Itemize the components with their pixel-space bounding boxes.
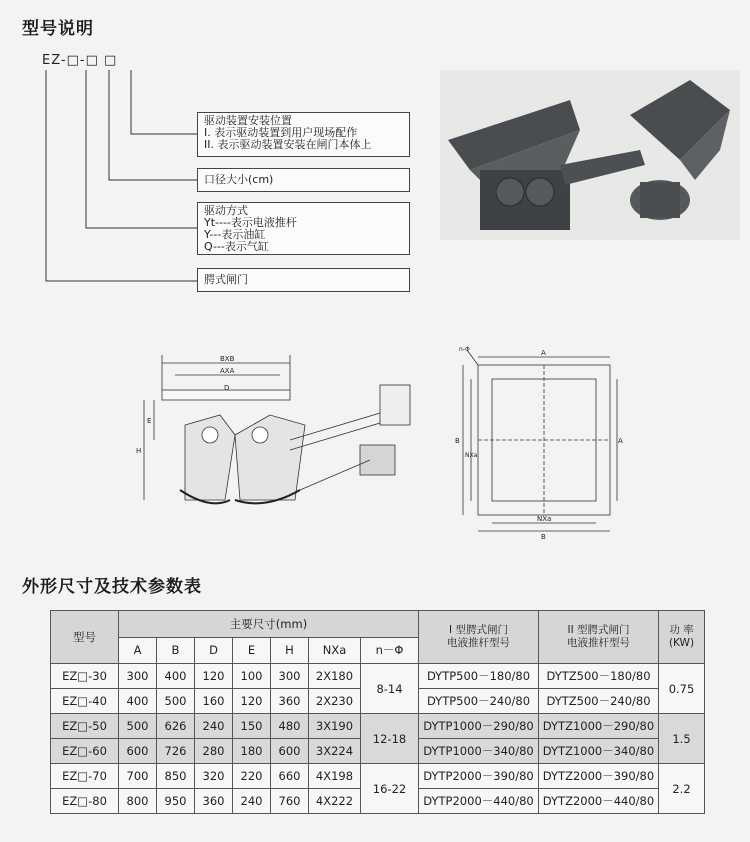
plan-b-left-label: B bbox=[455, 437, 460, 445]
header-model: 型号 bbox=[51, 611, 119, 664]
drive-position-line-2: II. 表示驱动装置安装在闸门本体上 bbox=[204, 138, 372, 151]
dim-d-label: D bbox=[224, 384, 230, 392]
table-row bbox=[51, 714, 705, 739]
plan-a-top-label: A bbox=[541, 349, 546, 357]
cell-power: 2.2 bbox=[659, 764, 705, 814]
cell-h: 360 bbox=[271, 689, 309, 714]
cell-type1: DYTP2000－440/80 bbox=[419, 789, 539, 814]
model-code-dash: - bbox=[79, 53, 86, 68]
cell-d: 120 bbox=[195, 664, 233, 689]
plan-view-drawing bbox=[445, 345, 625, 540]
cell-type1: DYTP1000－290/80 bbox=[419, 714, 539, 739]
header-type2-line1: II 型腭式闸门 bbox=[567, 624, 630, 636]
model-explanation-title: 型号说明 bbox=[22, 19, 94, 39]
col-nxa: NXa bbox=[309, 637, 361, 664]
cell-d: 320 bbox=[195, 764, 233, 789]
cell-a: 400 bbox=[119, 689, 157, 714]
cell-model: EZ□-50 bbox=[51, 714, 119, 739]
cell-e: 240 bbox=[233, 789, 271, 814]
spec-table-title: 外形尺寸及技术参数表 bbox=[22, 577, 202, 597]
header-type1-line1: I 型腭式闸门 bbox=[449, 624, 508, 636]
cell-h: 480 bbox=[271, 714, 309, 739]
cell-b: 726 bbox=[157, 739, 195, 764]
cell-e: 180 bbox=[233, 739, 271, 764]
cell-e: 120 bbox=[233, 689, 271, 714]
dim-bxb-label: BXB bbox=[220, 355, 235, 363]
header-type1-line2: 电液推杆型号 bbox=[447, 637, 510, 649]
table-row bbox=[51, 764, 705, 789]
plan-nxa-bottom-label: NXa bbox=[537, 515, 552, 523]
cell-holes: 16-22 bbox=[361, 764, 419, 814]
cell-a: 300 bbox=[119, 664, 157, 689]
cell-a: 700 bbox=[119, 764, 157, 789]
model-code-box-1: □ bbox=[66, 53, 80, 68]
cell-holes: 8-14 bbox=[361, 664, 419, 714]
diameter-title: 口径大小(cm) bbox=[204, 173, 274, 186]
model-code-box-3: □ bbox=[104, 53, 118, 68]
cell-model: EZ□-60 bbox=[51, 739, 119, 764]
cell-type2: DYTZ500－180/80 bbox=[539, 664, 659, 689]
cell-model: EZ□-40 bbox=[51, 689, 119, 714]
cell-type2: DYTZ2000－440/80 bbox=[539, 789, 659, 814]
col-a: A bbox=[119, 637, 157, 664]
cell-d: 280 bbox=[195, 739, 233, 764]
cell-model: EZ□-70 bbox=[51, 764, 119, 789]
cell-model: EZ□-80 bbox=[51, 789, 119, 814]
cell-b: 850 bbox=[157, 764, 195, 789]
cell-d: 360 bbox=[195, 789, 233, 814]
box-jaw-gate bbox=[197, 268, 410, 292]
plan-b-bottom-label: B bbox=[541, 533, 546, 540]
cell-type1: DYTP2000－390/80 bbox=[419, 764, 539, 789]
cell-h: 660 bbox=[271, 764, 309, 789]
cell-e: 150 bbox=[233, 714, 271, 739]
box-diameter bbox=[197, 168, 410, 192]
cell-type1: DYTP500－180/80 bbox=[419, 664, 539, 689]
model-code-prefix: EZ- bbox=[42, 53, 67, 68]
cell-power: 1.5 bbox=[659, 714, 705, 764]
box-drive-position bbox=[197, 112, 410, 157]
cell-holes: 12-18 bbox=[361, 714, 419, 764]
cell-type2: DYTZ1000－290/80 bbox=[539, 714, 659, 739]
drive-mode-title: 驱动方式 bbox=[204, 204, 248, 217]
product-photo bbox=[440, 70, 740, 240]
dim-axa-label: AXA bbox=[220, 367, 235, 375]
col-holes: n－Φ bbox=[361, 637, 419, 664]
drive-mode-line-1: Yt----表示电液推杆 bbox=[204, 216, 297, 229]
drive-position-line-1: I. 表示驱动装置到用户现场配作 bbox=[204, 126, 358, 139]
col-d: D bbox=[195, 637, 233, 664]
cell-e: 100 bbox=[233, 664, 271, 689]
header-type1 bbox=[419, 611, 539, 664]
drive-mode-line-2: Y---表示油缸 bbox=[204, 228, 266, 241]
cell-nxa: 2X180 bbox=[309, 664, 361, 689]
cell-d: 160 bbox=[195, 689, 233, 714]
cell-a: 500 bbox=[119, 714, 157, 739]
cell-nxa: 4X198 bbox=[309, 764, 361, 789]
side-view-drawing bbox=[130, 350, 430, 535]
cell-h: 600 bbox=[271, 739, 309, 764]
table-row bbox=[51, 664, 705, 689]
drive-mode-line-3: Q---表示气缸 bbox=[204, 240, 269, 253]
cell-nxa: 3X224 bbox=[309, 739, 361, 764]
jaw-gate-title: 腭式闸门 bbox=[204, 273, 248, 286]
cell-a: 800 bbox=[119, 789, 157, 814]
cell-b: 400 bbox=[157, 664, 195, 689]
plan-holes-label: n-Φ bbox=[459, 346, 470, 353]
col-e: E bbox=[233, 637, 271, 664]
cell-type2: DYTZ2000－390/80 bbox=[539, 764, 659, 789]
header-type2 bbox=[539, 611, 659, 664]
col-b: B bbox=[157, 637, 195, 664]
cell-type1: DYTP500－240/80 bbox=[419, 689, 539, 714]
header-main-dimensions: 主要尺寸(mm) bbox=[119, 611, 419, 638]
plan-nxa-left-label: NXa bbox=[465, 452, 478, 459]
cell-nxa: 3X190 bbox=[309, 714, 361, 739]
cell-model: EZ□-30 bbox=[51, 664, 119, 689]
header-power bbox=[659, 611, 705, 664]
cell-power: 0.75 bbox=[659, 664, 705, 714]
cell-d: 240 bbox=[195, 714, 233, 739]
table-header-row-1 bbox=[51, 611, 705, 638]
header-type2-line2: 电液推杆型号 bbox=[567, 637, 630, 649]
cell-h: 300 bbox=[271, 664, 309, 689]
cell-e: 220 bbox=[233, 764, 271, 789]
cell-nxa: 2X230 bbox=[309, 689, 361, 714]
cell-type1: DYTP1000－340/80 bbox=[419, 739, 539, 764]
spec-table bbox=[50, 610, 705, 814]
header-power-line1: 功 率 bbox=[669, 624, 694, 636]
cell-b: 500 bbox=[157, 689, 195, 714]
header-power-line2: (KW) bbox=[668, 637, 695, 649]
model-code-box-2: □ bbox=[85, 53, 99, 68]
box-drive-mode bbox=[197, 202, 410, 255]
cell-b: 950 bbox=[157, 789, 195, 814]
cell-b: 626 bbox=[157, 714, 195, 739]
drive-position-title: 驱动装置安装位置 bbox=[204, 114, 292, 127]
cell-h: 760 bbox=[271, 789, 309, 814]
dim-e-label: E bbox=[147, 417, 152, 425]
dim-h-label: H bbox=[136, 447, 142, 455]
cell-type2: DYTZ500－240/80 bbox=[539, 689, 659, 714]
cell-nxa: 4X222 bbox=[309, 789, 361, 814]
cell-a: 600 bbox=[119, 739, 157, 764]
cell-type2: DYTZ1000－340/80 bbox=[539, 739, 659, 764]
col-h: H bbox=[271, 637, 309, 664]
plan-a-right-label: A bbox=[618, 437, 623, 445]
